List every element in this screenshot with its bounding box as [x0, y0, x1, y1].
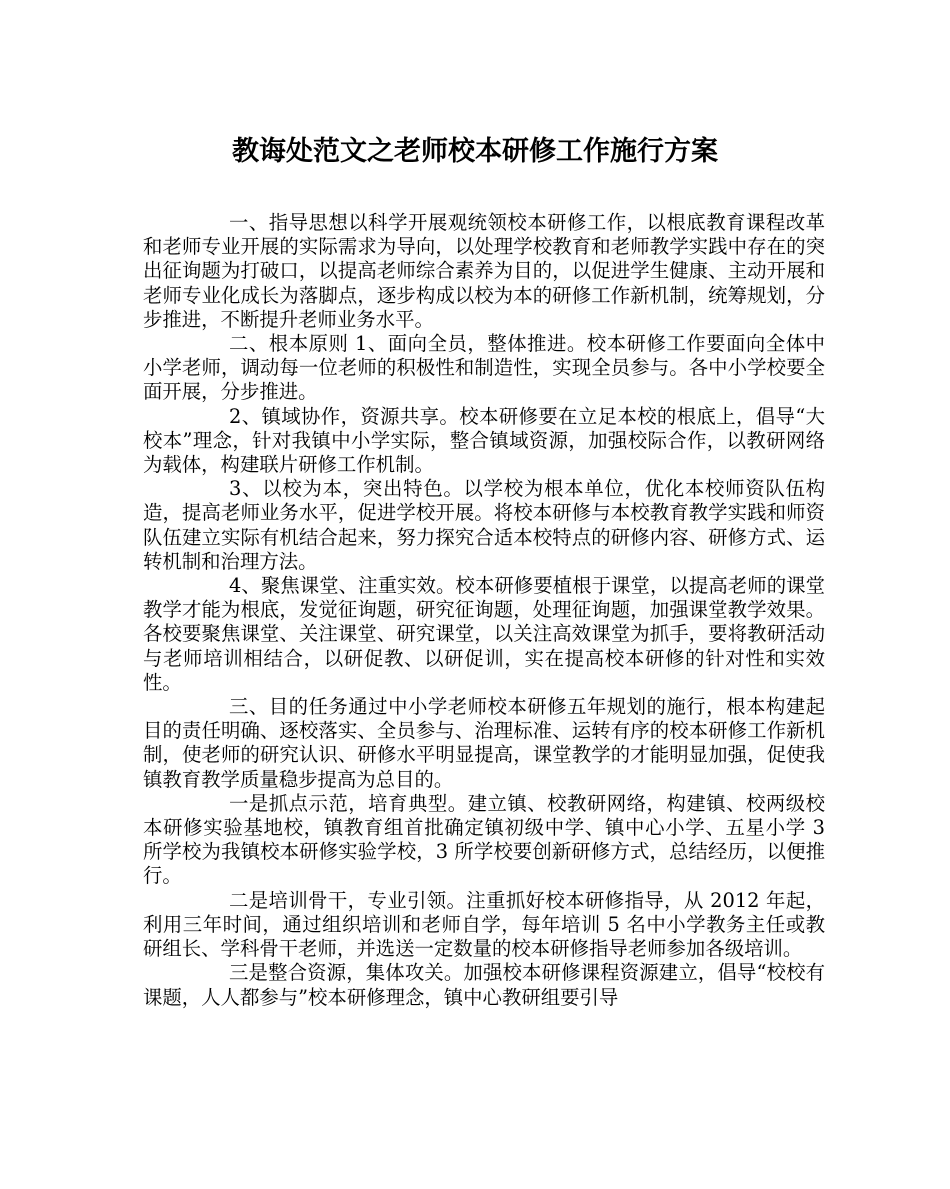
- paragraph-focus-classroom: 4、聚焦课堂、注重实效。校本研修要植根于课堂，以提高老师的课堂教学才能为根底，发觉征询题，研究征询题，处理征询题，加强课堂教学效果。各校要聚焦课堂、关注课堂、研究课堂，以关注高效课堂为抓手，要将教研活动与老师培训相结合，以研促教、以研促训，实在提高校本研修的针对性和实效性。: [143, 574, 825, 694]
- paragraph-school-based: 3、以校为本，突出特色。以学校为根本单位，优化本校师资队伍构造，提高老师业务水平，促进学校开展。将校本研修与本校教育教学实践和师资队伍建立实际有机结合起来，努力探究合适本校特点的研修内容、研修方式、运转机制和治理方法。: [143, 477, 825, 573]
- paragraph-task-two: 二是培训骨干，专业引领。注重抓好校本研修指导，从 2012 年起，利用三年时间，通过组织培训和老师自学，每年培训 5 名中小学教务主任或教研组长、学科骨干老师，并选送一定数量的校本研修指导老师参加各级培训。: [143, 888, 825, 961]
- paragraph-regional-cooperation: 2、镇域协作，资源共享。校本研修要在立足本校的根底上，倡导“大校本”理念，针对我镇中小学实际，整合镇域资源，加强校际合作，以教研网络为载体，构建联片研修工作机制。: [143, 404, 825, 477]
- document-title: 教诲处范文之老师校本研修工作施行方案: [232, 136, 718, 167]
- paragraph-basic-principles: 二、根本原则 1、面向全员，整体推进。校本研修工作要面向全体中小学老师，调动每一位老师的积极性和制造性，实现全员参与。各中小学校要全面开展，分步推进。: [143, 332, 825, 404]
- paragraph-task-one: 一是抓点示范，培育典型。建立镇、校教研网络，构建镇、校两级校本研修实验基地校，镇教育组首批确定镇初级中学、镇中心小学、五星小学 3 所学校为我镇校本研修实验学校，3 所学校要创新研修方式，总结经历，以便推行。: [143, 791, 825, 888]
- paragraph-goals-tasks: 三、目的任务通过中小学老师校本研修五年规划的施行，根本构建起目的责任明确、逐校落实、全员参与、治理标准、运转有序的校本研修工作新机制，使老师的研究认识、研修水平明显提高，课堂教学的才能明显加强，促使我镇教育教学质量稳步提高为总目的。: [143, 695, 825, 791]
- paragraph-task-three: 三是整合资源，集体攻关。加强校本研修课程资源建立，倡导“校校有课题，人人都参与”校本研修理念，镇中心教研组要引导: [143, 961, 825, 1009]
- document-body: [143, 211, 825, 1010]
- paragraph-guiding-ideology: 一、指导思想以科学开展观统领校本研修工作，以根底教育课程改革和老师专业开展的实际需求为导向，以处理学校教育和老师教学实践中存在的突出征询题为打破口，以提高老师综合素养为目的，以促进学生健康、主动开展和老师专业化成长为落脚点，逐步构成以校为本的研修工作新机制，统筹规划，分步推进，不断提升老师业务水平。: [143, 211, 825, 331]
